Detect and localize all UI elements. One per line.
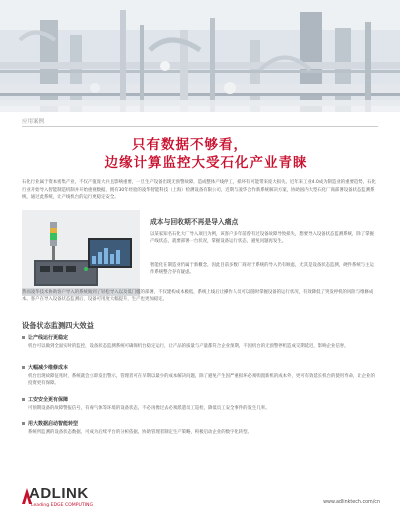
subsection-paragraph-3: 然而凌华技术协助客户导入的系统做到了轻松导入以及低门槛的部署，不仅建构成本极低，系统上线后让操作人员可以随时掌握设备的运行状况，有效降低了突发停机的风险与维修成本。客户在导入设备状态监测后，设备可用度大幅提升，生产也更加稳定。: [22, 290, 374, 303]
benefit-body: 系统所监测的设备状态数据，可成为后续平台的分析依据，协助管理者制定生产策略，积极启动企业的数字化转型。: [28, 430, 252, 435]
edge-device-illustration: [22, 210, 140, 296]
page-title-line-1: 只有数据不够看，: [132, 137, 248, 153]
logo-tagline: Leading EDGE COMPUTING: [31, 503, 94, 508]
hero-image: [0, 0, 400, 112]
logo-text: ADLINK: [29, 485, 89, 502]
benefit-title: 工安安全更有保障: [22, 396, 378, 403]
page-title-line-2: 边缘计算监控大受石化产业青睐: [104, 155, 308, 171]
benefit-body: 可预期设备的故障警报信号，有毒气体等环境的设备状态，不必再像过去必须派遣员工巡检，降低员工安全事件的发生几率。: [28, 406, 270, 411]
subsection-paragraph-2: 智能化在制造业仍属于新概念，因此目前多数厂商对于系统的导入仍有顾虑，尤其是设备状态监测，硬件系统与主运作系统整合存有疑虑。: [150, 263, 374, 276]
benefit-item: [22, 364, 378, 387]
benefit-item: [22, 334, 378, 350]
device-photo: [22, 210, 140, 296]
benefit-body: 机台可以做到全面实时的监控，设备状态监测系统可确保机台稳定运行，让产品的质量与产量都符合企业预期，不因机台的无预警停机造成交期延迟，影响企业信誉。: [28, 344, 349, 349]
benefit-item: [22, 396, 378, 412]
section-tag: 应用案例: [22, 119, 45, 125]
benefit-item: [22, 420, 378, 436]
benefit-title: 大幅减少维修成本: [22, 364, 378, 371]
benefit-title: 用大数据启动智能转型: [22, 420, 378, 427]
divider: [22, 126, 378, 127]
subsection-heading: 成本与回收期不再是导入痛点: [150, 218, 239, 226]
benefit-title: 让产线运行更稳定: [22, 334, 378, 341]
intro-paragraph: 石化行业属于资本密集产业，不仅产值庞大兵且影响重要，一旦生产设备出现无预警故障，造成整体产线停工，损坏有可能带来庞大损失。近年来工业4.0成为制造业的重要趋势，石化行业开始导入智能制造机制并开始重视数据，拥有30年经验的凌华智能科技（上海）检测设备有限公司，近期与凌华合作新系统解决方案，协助国内大型石化厂商部署设备状态监测系统，通过此系统，让产线机台的运行更稳定安全。: [22, 180, 376, 201]
benefit-body: 机台出现故障征兆时，系统就会立即发出警示，管理者可在早期以最少的成本解决问题，除了避免产生因严重损坏必须购置新机的成本外，更可有效延长机台的使用寿命，让企业的投资更有保障。: [28, 374, 375, 387]
footer-url[interactable]: www.adlinktech.com/cn: [323, 500, 380, 505]
refinery-illustration: [0, 0, 400, 112]
benefits-heading: 设备状态监测四大效益: [22, 321, 94, 330]
subsection-paragraph-1: 以某家知名石化大厂导入项目为例，该客户多年前曾有过设备故障导致损失，想要导入设备状态监测系统，除了掌握产线状态，就要部署一台状况，掌握设备运行状态，避免问题再发生。: [150, 232, 374, 245]
